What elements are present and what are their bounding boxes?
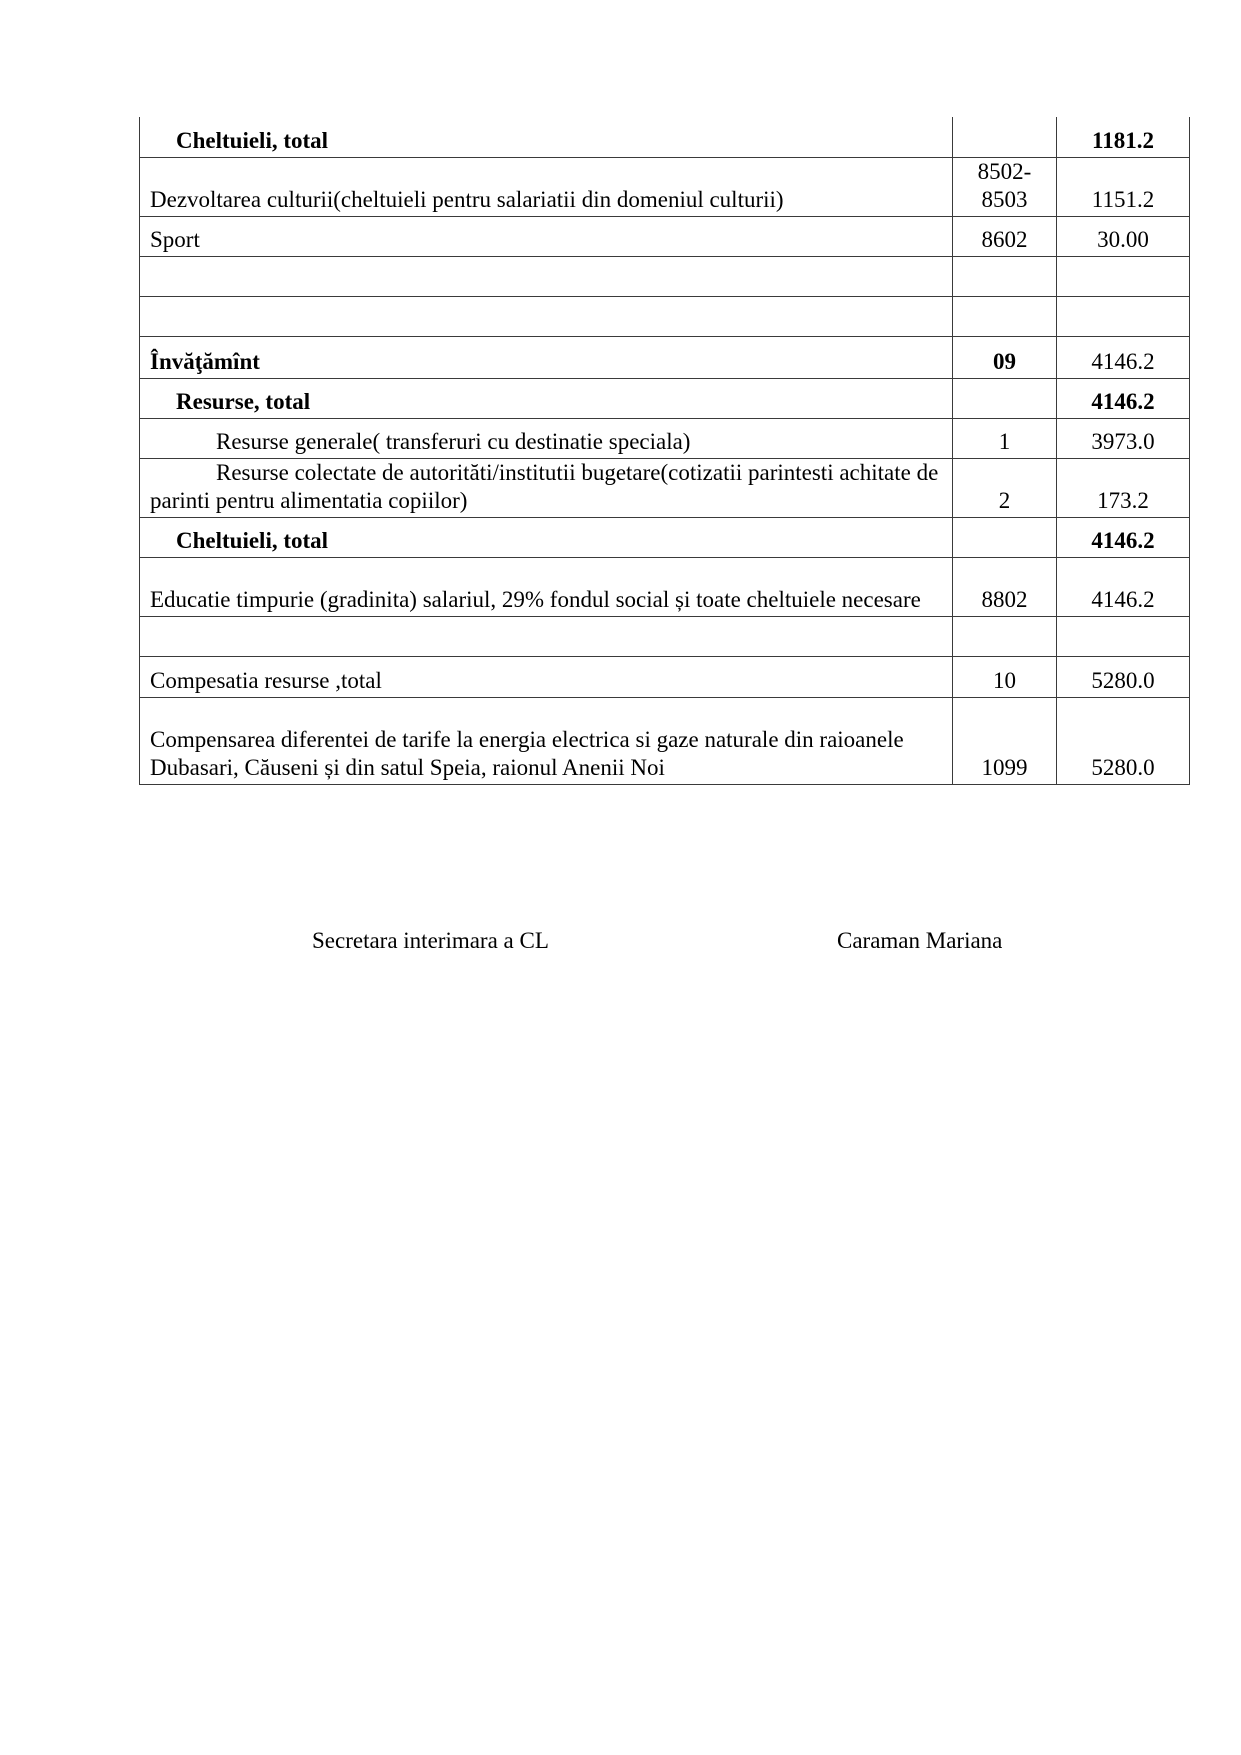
table-row bbox=[140, 616, 1190, 656]
row-code bbox=[953, 517, 1057, 557]
row-description: Compesatia resurse ,total bbox=[140, 656, 953, 697]
table-row bbox=[140, 296, 1190, 336]
row-amount: 5280.0 bbox=[1057, 697, 1190, 784]
table-row bbox=[140, 557, 1190, 616]
budget-table bbox=[139, 117, 1190, 785]
row-description: Sport bbox=[140, 216, 953, 256]
row-description: Resurse colectate de autorităti/institutii bugetare(cotizatii parintesti achitate de parinti pentru alimentatia copiilor) bbox=[140, 458, 953, 517]
row-code bbox=[953, 256, 1057, 296]
row-code bbox=[953, 296, 1057, 336]
row-description: Dezvoltarea culturii(cheltuieli pentru salariatii din domeniul culturii) bbox=[140, 157, 953, 216]
row-code: 8802 bbox=[953, 557, 1057, 616]
row-description: Resurse generale( transferuri cu destinatie speciala) bbox=[140, 418, 953, 458]
row-amount bbox=[1057, 616, 1190, 656]
table-row bbox=[140, 656, 1190, 697]
row-amount bbox=[1057, 296, 1190, 336]
row-description: Resurse, total bbox=[140, 378, 953, 418]
row-amount: 3973.0 bbox=[1057, 418, 1190, 458]
row-description bbox=[140, 256, 953, 296]
row-code: 1 bbox=[953, 418, 1057, 458]
table-row bbox=[140, 418, 1190, 458]
table-row bbox=[140, 256, 1190, 296]
table-row bbox=[140, 216, 1190, 256]
table-row bbox=[140, 378, 1190, 418]
row-amount bbox=[1057, 256, 1190, 296]
row-amount: 1151.2 bbox=[1057, 157, 1190, 216]
table-row bbox=[140, 697, 1190, 784]
row-code bbox=[953, 378, 1057, 418]
row-amount: 1181.2 bbox=[1057, 117, 1190, 157]
row-code: 8502-8503 bbox=[953, 157, 1057, 216]
table-row bbox=[140, 458, 1190, 517]
table-row bbox=[140, 336, 1190, 378]
signature-role: Secretara interimara a CL bbox=[312, 928, 549, 953]
budget-table-body bbox=[140, 117, 1190, 784]
row-amount: 4146.2 bbox=[1057, 557, 1190, 616]
row-amount: 4146.2 bbox=[1057, 378, 1190, 418]
row-description bbox=[140, 296, 953, 336]
row-code: 09 bbox=[953, 336, 1057, 378]
signature-name: Caraman Mariana bbox=[837, 928, 1003, 953]
table-row bbox=[140, 157, 1190, 216]
row-amount: 5280.0 bbox=[1057, 656, 1190, 697]
row-amount: 30.00 bbox=[1057, 216, 1190, 256]
row-code bbox=[953, 117, 1057, 157]
row-description: Cheltuieli, total bbox=[140, 517, 953, 557]
row-description bbox=[140, 616, 953, 656]
row-description: Educatie timpurie (gradinita) salariul, 29% fondul social și toate cheltuiele necesare bbox=[140, 557, 953, 616]
table-row bbox=[140, 117, 1190, 157]
row-code: 1099 bbox=[953, 697, 1057, 784]
row-amount: 4146.2 bbox=[1057, 517, 1190, 557]
row-code: 10 bbox=[953, 656, 1057, 697]
table-row bbox=[140, 517, 1190, 557]
row-code: 2 bbox=[953, 458, 1057, 517]
row-description: Învăţămînt bbox=[140, 336, 953, 378]
row-description: Compensarea diferentei de tarife la energia electrica si gaze naturale din raioanele Dubasari, Căuseni și din satul Speia, raionul Anenii Noi bbox=[140, 697, 953, 784]
row-code: 8602 bbox=[953, 216, 1057, 256]
row-amount: 4146.2 bbox=[1057, 336, 1190, 378]
row-code bbox=[953, 616, 1057, 656]
row-description: Cheltuieli, total bbox=[140, 117, 953, 157]
row-amount: 173.2 bbox=[1057, 458, 1190, 517]
